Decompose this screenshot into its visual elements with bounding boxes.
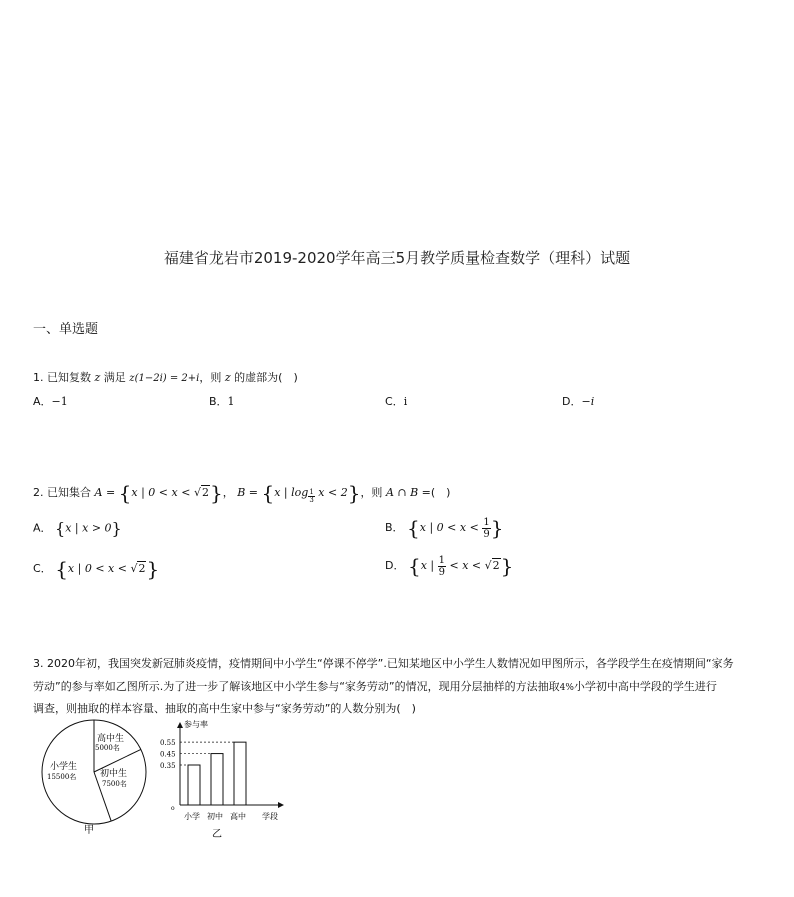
right-brace: } xyxy=(500,554,514,578)
pie-label-primary: 小学生 xyxy=(50,762,78,772)
right-brace: } xyxy=(209,481,223,505)
question-text: ，则 xyxy=(360,486,383,499)
option-value: x | 0 < x < xyxy=(419,521,479,534)
pie-label-high: 高中生 xyxy=(97,734,125,744)
left-brace: { xyxy=(55,519,66,538)
option-value: −i xyxy=(581,395,595,408)
bar-2 xyxy=(234,742,246,805)
question-3-line-3: 调查，则抽取的样本容量、抽取的高中生家中参与“家务劳动”的人数分别为( ) xyxy=(33,702,416,715)
q1-option-a[interactable] xyxy=(33,393,68,409)
fraction: $\frac{1}{9}$ xyxy=(483,516,490,540)
question-text: 的虚部为( ) xyxy=(234,371,298,384)
pie-count-middle: 7500名 xyxy=(102,780,127,788)
option-label: B． xyxy=(209,395,228,408)
x-tick-label-1: 初中 xyxy=(207,812,223,821)
left-brace: { xyxy=(261,481,275,505)
option-label: C． xyxy=(33,562,52,575)
question-text: 已知复数 xyxy=(47,371,91,384)
right-brace: } xyxy=(146,557,160,581)
set-a-label: A = xyxy=(94,486,116,499)
option-tail: < x < xyxy=(449,559,482,572)
q1-option-c[interactable] xyxy=(385,393,407,409)
right-brace: } xyxy=(490,516,504,540)
pie-label-middle: 初中生 xyxy=(100,769,128,779)
math-var: z xyxy=(94,371,101,384)
section-heading: 一、单选题 xyxy=(33,322,99,337)
pie-count-primary: 15500名 xyxy=(47,773,77,781)
bar-chart-title: 乙 xyxy=(212,829,222,840)
question-number: 2. xyxy=(33,486,44,499)
left-brace: { xyxy=(55,557,68,581)
x-tick-label-0: 小学 xyxy=(184,812,200,821)
option-label: C． xyxy=(385,395,404,408)
option-value: x | xyxy=(420,559,435,572)
question-text: ( ) xyxy=(430,486,451,499)
origin-label: o xyxy=(171,805,175,812)
q2-option-c[interactable] xyxy=(33,557,159,581)
y-tick-label-1: 0.45 xyxy=(160,750,176,759)
x-axis-label: 学段 xyxy=(262,812,278,821)
y-axis-label: 参与率 xyxy=(184,720,208,729)
bar-0 xyxy=(188,765,200,805)
question-text: 已知集合 xyxy=(47,486,91,499)
percent: 4% xyxy=(559,683,574,693)
x-axis-arrow xyxy=(278,802,284,808)
sqrt: √2 xyxy=(193,486,209,499)
page-title: 福建省龙岩市2019-2020学年高三5月教学质量检查数学（理科）试题 xyxy=(163,249,631,267)
set-a-body: x | 0 < x < xyxy=(131,486,191,499)
sqrt: √2 xyxy=(130,562,146,575)
question-1 xyxy=(33,369,298,385)
x-tick-label-2: 高中 xyxy=(230,812,246,821)
option-label: A． xyxy=(33,395,52,408)
y-tick-label-2: 0.55 xyxy=(160,739,176,748)
question-3-line-1: 3. 2020年初，我国突发新冠肺炎疫情，疫情期间中小学生“停课不停学”.已知某地区中小学生人数情况如甲图所示，各学段学生在疫情期间“家务 xyxy=(33,657,734,670)
set-b-label: B = xyxy=(237,486,258,499)
equation: z(1−2i) = 2+i xyxy=(129,373,200,384)
question-text: 劳动”的参与率如乙图所示.为了进一步了解该地区中小学生参与“家务劳动”的情况，现用分层抽样的方法抽取 xyxy=(33,680,560,693)
option-value: 1 xyxy=(227,395,235,408)
question-3-line-2 xyxy=(33,678,717,694)
fraction: $\frac{1}{9}$ xyxy=(438,554,445,578)
set-b-body: x | log xyxy=(274,486,309,499)
left-brace: { xyxy=(407,516,420,540)
q2-option-a[interactable] xyxy=(33,519,122,538)
option-value: x | x > 0 xyxy=(65,521,112,535)
q1-option-b[interactable] xyxy=(209,393,235,409)
log-base: $\frac{1}{3}$ xyxy=(309,488,314,504)
bar-chart xyxy=(160,717,290,842)
question-text: 满足 xyxy=(103,371,126,384)
option-value: i xyxy=(403,395,408,408)
right-brace: } xyxy=(111,519,122,538)
math-var: z xyxy=(224,371,231,384)
option-value: x | 0 < x < xyxy=(67,562,127,575)
pie-chart xyxy=(30,717,160,842)
pie-title: 甲 xyxy=(84,825,94,836)
set-b-tail: x < 2 xyxy=(318,486,348,499)
intersection: A ∩ B = xyxy=(385,486,431,499)
right-brace: } xyxy=(347,481,361,505)
left-brace: { xyxy=(118,481,132,505)
q1-option-d[interactable] xyxy=(562,393,594,409)
left-brace: { xyxy=(407,554,421,578)
bar-1 xyxy=(211,754,223,805)
question-2: 2. 已知集合 A = {x | 0 < x < √2}， B = {x | log $\frac{1}{3}$ x < 2}，则 A ∩ B =( ) xyxy=(33,481,451,505)
option-value: −1 xyxy=(51,395,68,408)
option-label: A． xyxy=(33,521,52,535)
question-text: 小学初中高中学段的学生进行 xyxy=(573,680,717,693)
q2-option-d[interactable] xyxy=(385,554,513,578)
q2-option-b[interactable] xyxy=(385,516,503,540)
question-text: ，则 xyxy=(199,371,222,384)
option-label: D． xyxy=(562,395,582,408)
y-axis-arrow xyxy=(177,722,183,728)
question-number: 1. xyxy=(33,371,44,384)
y-tick-label-0: 0.35 xyxy=(160,762,176,770)
pie-count-high: 5000名 xyxy=(95,744,120,752)
option-label: B． xyxy=(385,521,404,534)
option-label: D． xyxy=(385,559,405,572)
sqrt: √2 xyxy=(484,559,500,572)
